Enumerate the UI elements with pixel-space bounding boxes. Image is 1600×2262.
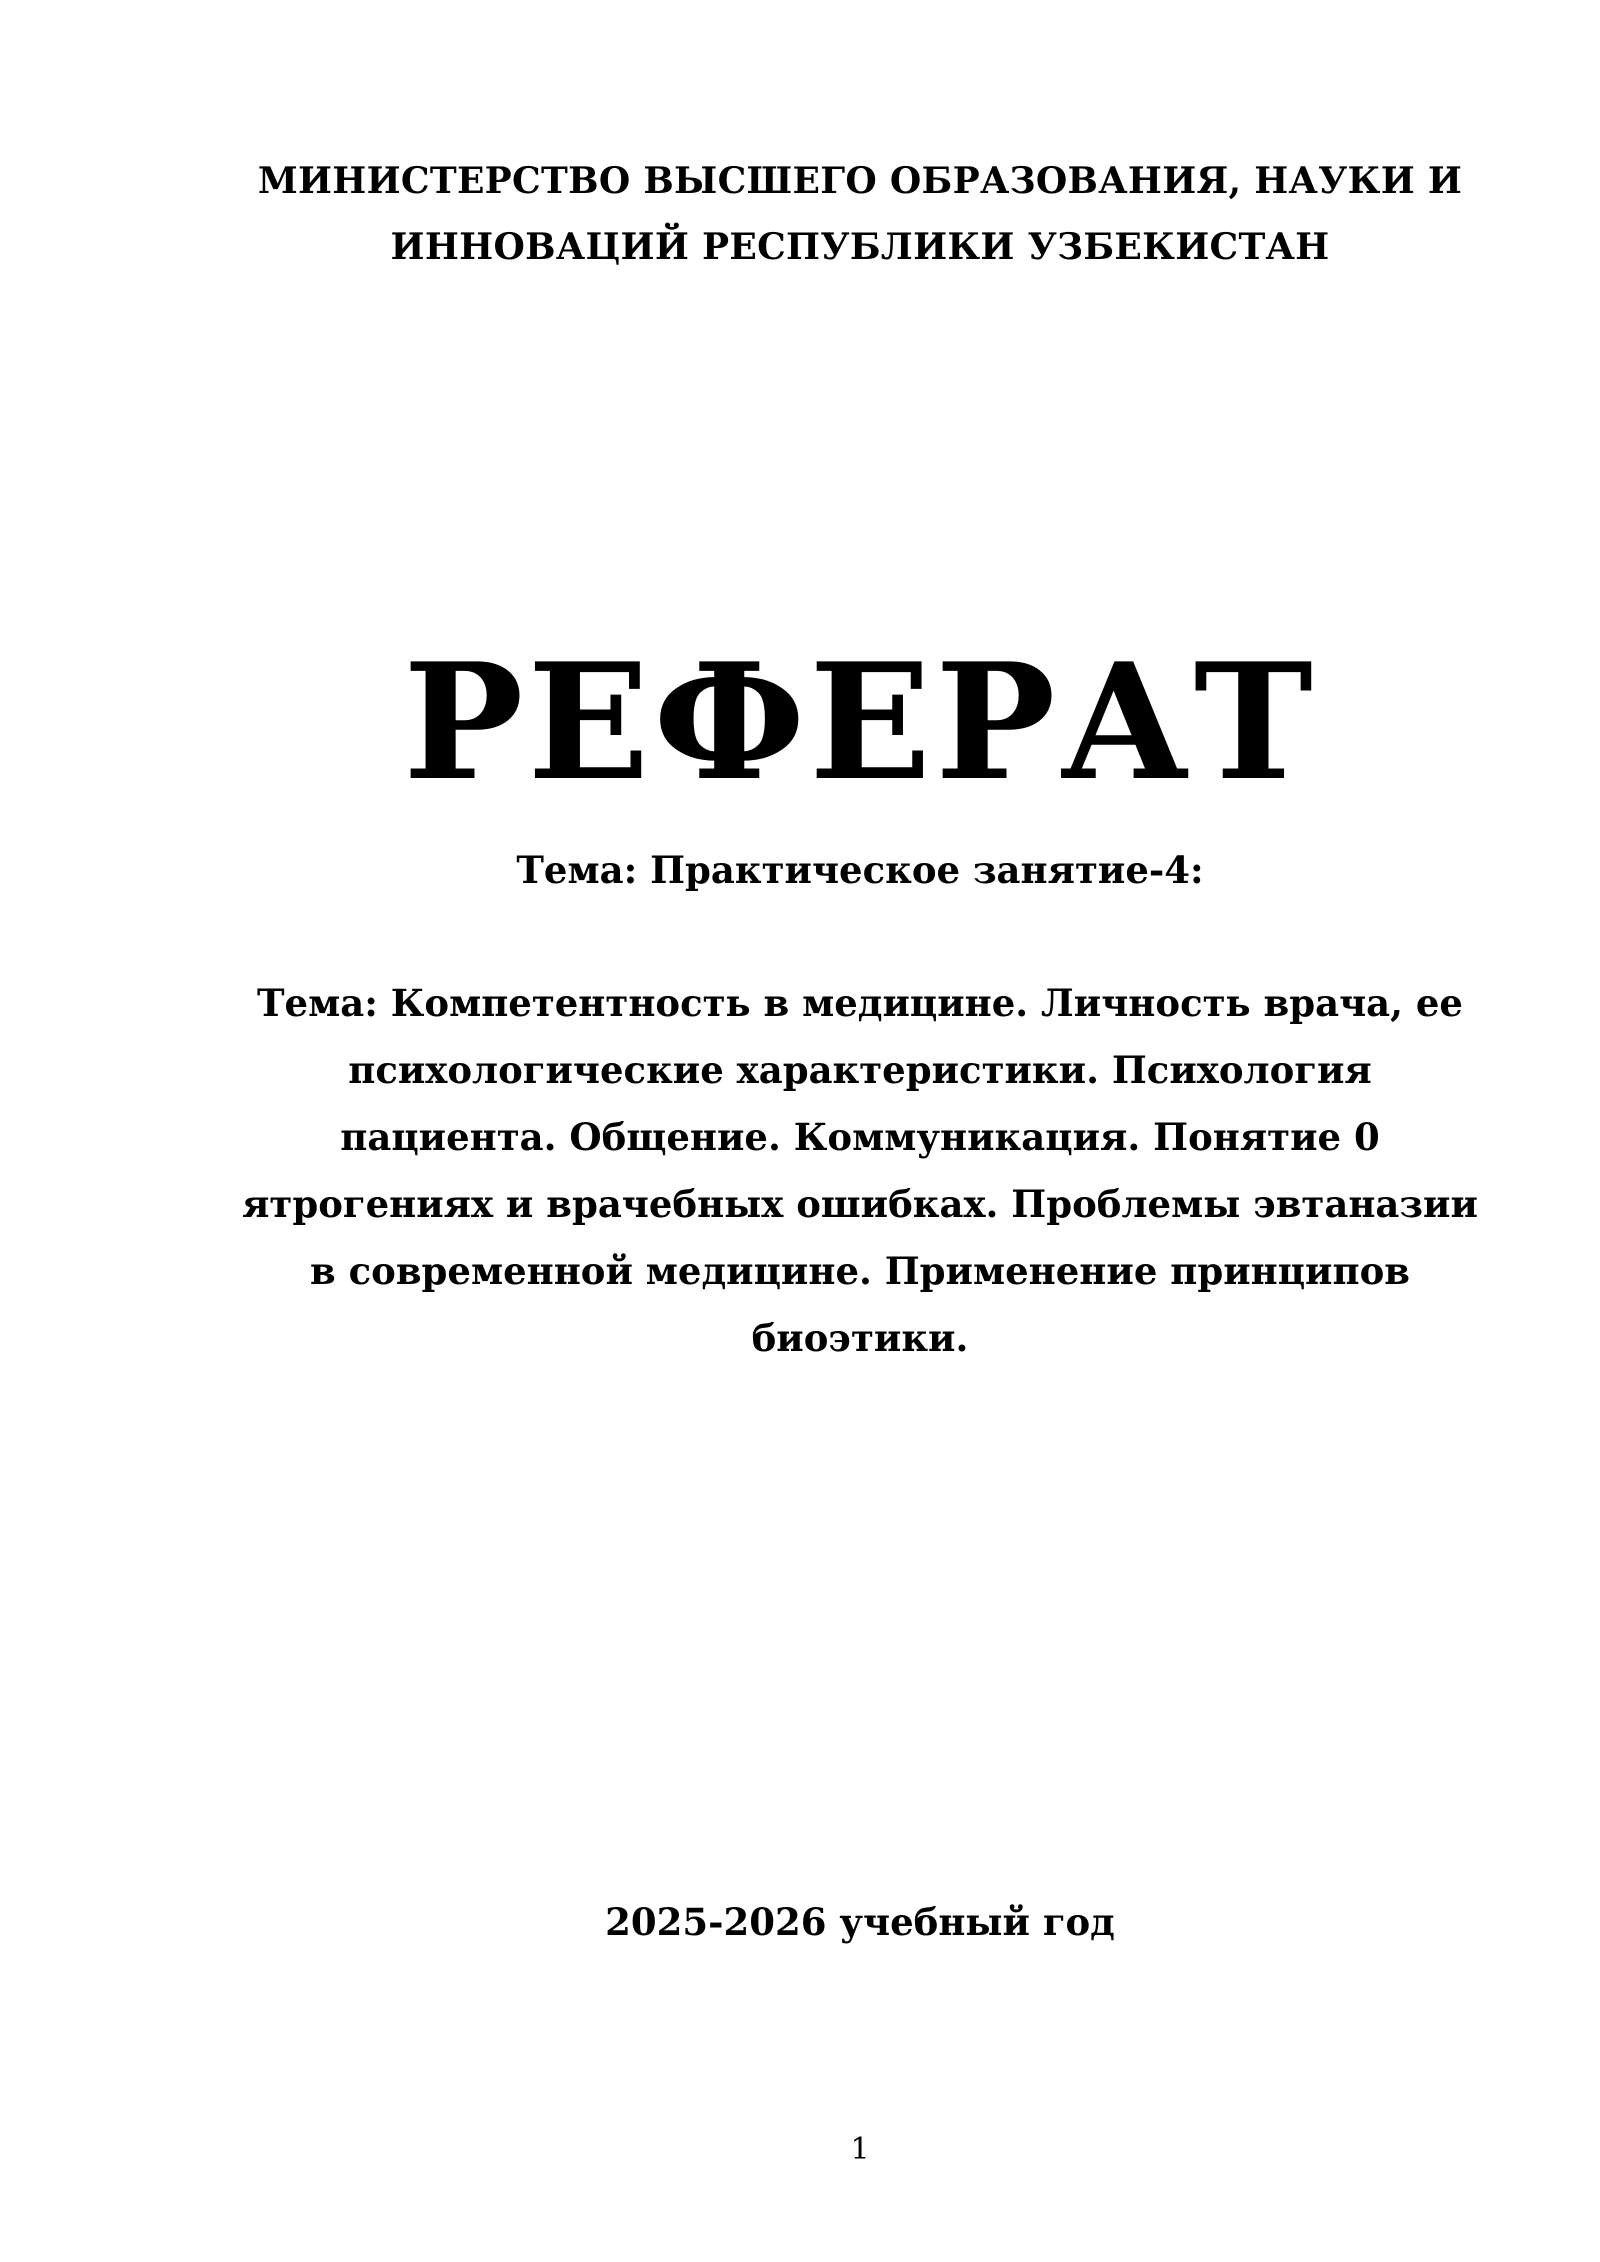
topic-paragraph	[200, 970, 1520, 1372]
topic-line: в современной медицине. Применение принципов	[310, 1249, 1410, 1293]
topic-line: ятрогениях и врачебных ошибках. Проблемы эвтаназии	[242, 1182, 1478, 1226]
topic-line: Тема: Компетентность в медицине. Личность врача, ее	[257, 981, 1463, 1025]
topic-line: биоэтики.	[751, 1316, 969, 1360]
topic-line: пациента. Общение. Коммуникация. Понятие 0	[340, 1115, 1380, 1159]
ministry-header	[200, 148, 1520, 280]
document-title: РЕФЕРАТ	[403, 628, 1317, 816]
ministry-line: ИННОВАЦИЙ РЕСПУБЛИКИ УЗБЕКИСТАН	[390, 226, 1330, 268]
topic-line: психологические характеристики. Психология	[348, 1048, 1372, 1092]
academic-year: 2025-2026 учебный год	[605, 1900, 1115, 1944]
lesson-subtitle: Тема: Практическое занятие-4:	[516, 848, 1204, 892]
ministry-line: МИНИСТЕРСТВО ВЫСШЕГО ОБРАЗОВАНИЯ, НАУКИ И	[257, 160, 1463, 202]
page-number: 1	[850, 2132, 870, 2167]
